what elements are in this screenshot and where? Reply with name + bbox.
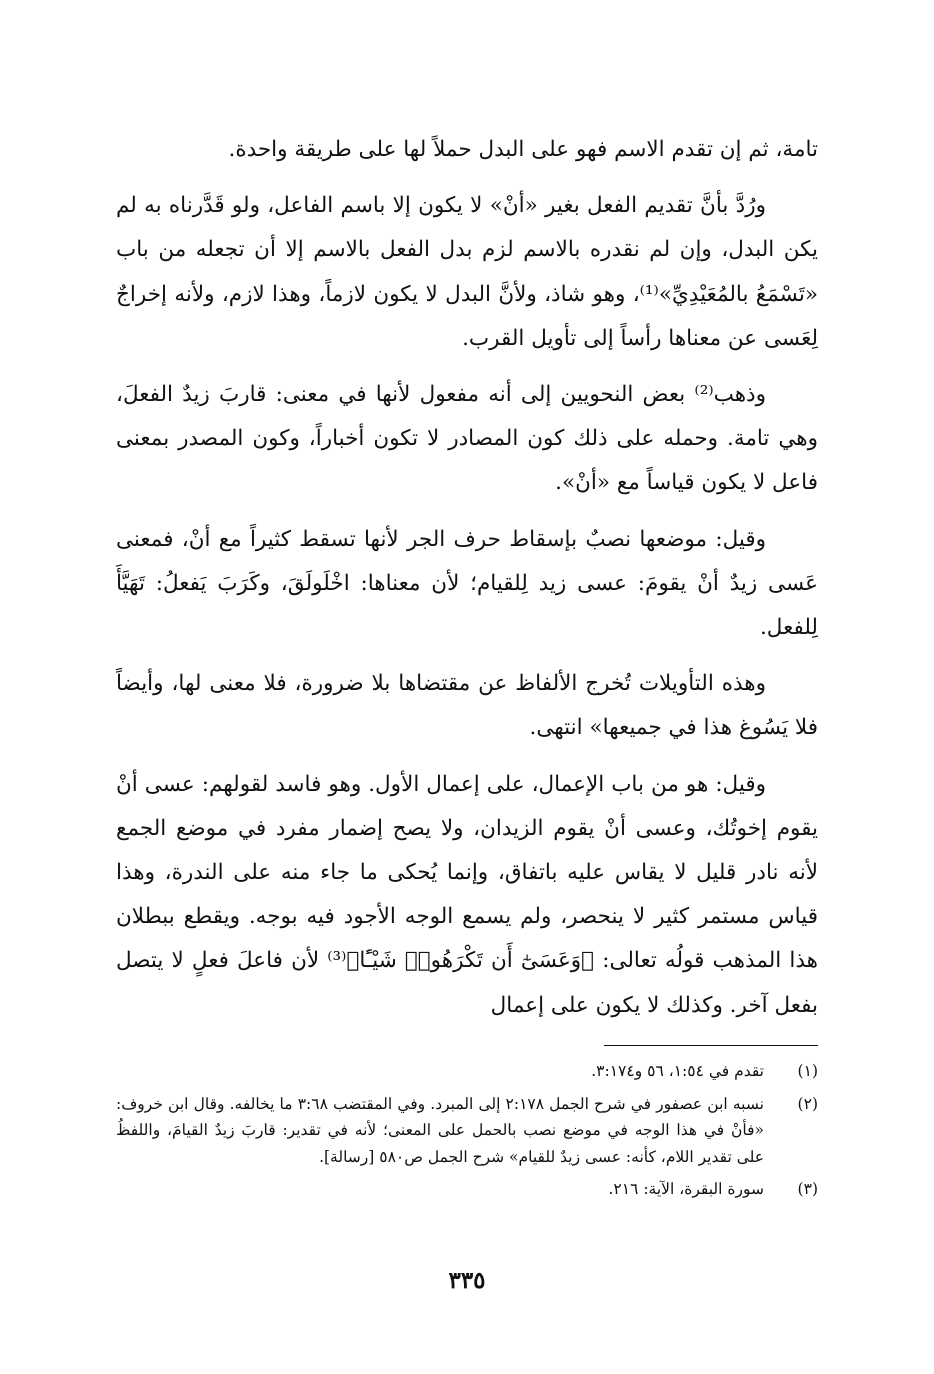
footnote <box>116 1176 818 1203</box>
footnote-number: (١) <box>797 1062 818 1080</box>
footnotes <box>116 1058 818 1209</box>
footnote <box>116 1091 818 1171</box>
footnote-text: نسبه ابن عصفور في شرح الجمل ٢:١٧٨ إلى المبرد. وفي المقتضب ٣:٦٨ ما يخالفه. وقال ابن خروف: «فأنْ في هذا الوجه في موضع نصب بالحمل على المعنى؛ لأنه في تقدير: قاربَ زيدٌ القيامَ، واللفظُ على تقدير اللام، كأنه: عسى زيدٌ للقيام» شرح الجمل ص٥٨٠ [رسالة]. <box>116 1094 764 1166</box>
paragraph: وقيل: هو من باب الإعمال، على إعمال الأول. وهو فاسد لقولهم: عسى أنْ يقوم إخوتُك، وعسى أنْ يقوم الزيدان، ولا يصح إضمار مفرد في موضع الجمع لأنه نادر قليل لا يقاس عليه باتفاق، وإنما يُحكى ما جاء منه على الندرة، وهذا قياس مستمر كثير لا ينحصر، ولم يسمع الوجه الأجود فيه بوجه. ويقطع ببطلان هذا المذهب قولُه تعالى: ﴿وَعَسَىٰٓ أَن تَكْرَهُوا۟ شَيْـًٔا﴾⁽³⁾ لأن فاعلَ فعلٍ لا يتصل بفعل آخر. وكذلك لا يكون على إعمال <box>116 771 818 1018</box>
paragraph: ورُدَّ بأنَّ تقديم الفعل بغير «أنْ» لا يكون إلا باسم الفاعل، ولو قَدَّرناه به لم يكن البدل، وإن لم نقدره بالاسم لزم بدل الفعل بالاسم إلا أن تجعله من باب «تَسْمَعُ بالمُعَيْدِيِّ»⁽¹⁾، وهو شاذ، ولأنَّ البدل لا يكون لازماً، وهذا لازم، ولأنه إخراجٌ لِعَسى عن معناها رأساً إلى تأويل القرب. <box>116 193 819 351</box>
footnote-number: (٢) <box>797 1094 818 1113</box>
paragraph: تامة، ثم إن تقدم الاسم فهو على البدل حملاً لها على طريقة واحدة. <box>228 137 818 162</box>
footnote <box>116 1058 818 1085</box>
paragraph: وهذه التأويلات تُخرج الألفاظ عن مقتضاها بلا ضرورة، فلا معنى لها، وأيضاً فلا يَسُوغ هذا في جميعها» انتهى. <box>116 671 818 741</box>
footnote-number: (٣) <box>797 1180 818 1198</box>
page-number: ٣٣٥ <box>448 1267 486 1294</box>
paragraph: وقيل: موضعها نصبٌ بإسقاط حرف الجر لأنها تسقط كثيراً مع أنْ، فمعنى عَسى زيدٌ أنْ يقومَ: عسى زيد لِلقيام؛ لأن معناها: اخْلَولَقَ، وكَرَبَ يَفعلُ: تَهَيَّأَ لِلفعل. <box>116 526 818 641</box>
footnote-separator <box>604 1045 818 1046</box>
paragraph: وذهب⁽²⁾ بعض النحويين إلى أنه مفعول لأنها في معنى: قاربَ زيدٌ الفعلَ، وهي تامة. وحمله على ذلك كون المصادر لا تكون أخباراً، وكون المصدر بمعنى فاعل لا يكون قياساً مع «أنْ». <box>116 382 818 496</box>
footnote-text: تقدم في ١:٥٤، ٥٦ و٣:١٧٤. <box>591 1062 764 1080</box>
main-text <box>116 128 818 1040</box>
footnote-text: سورة البقرة، الآية: ٢١٦. <box>608 1180 764 1198</box>
